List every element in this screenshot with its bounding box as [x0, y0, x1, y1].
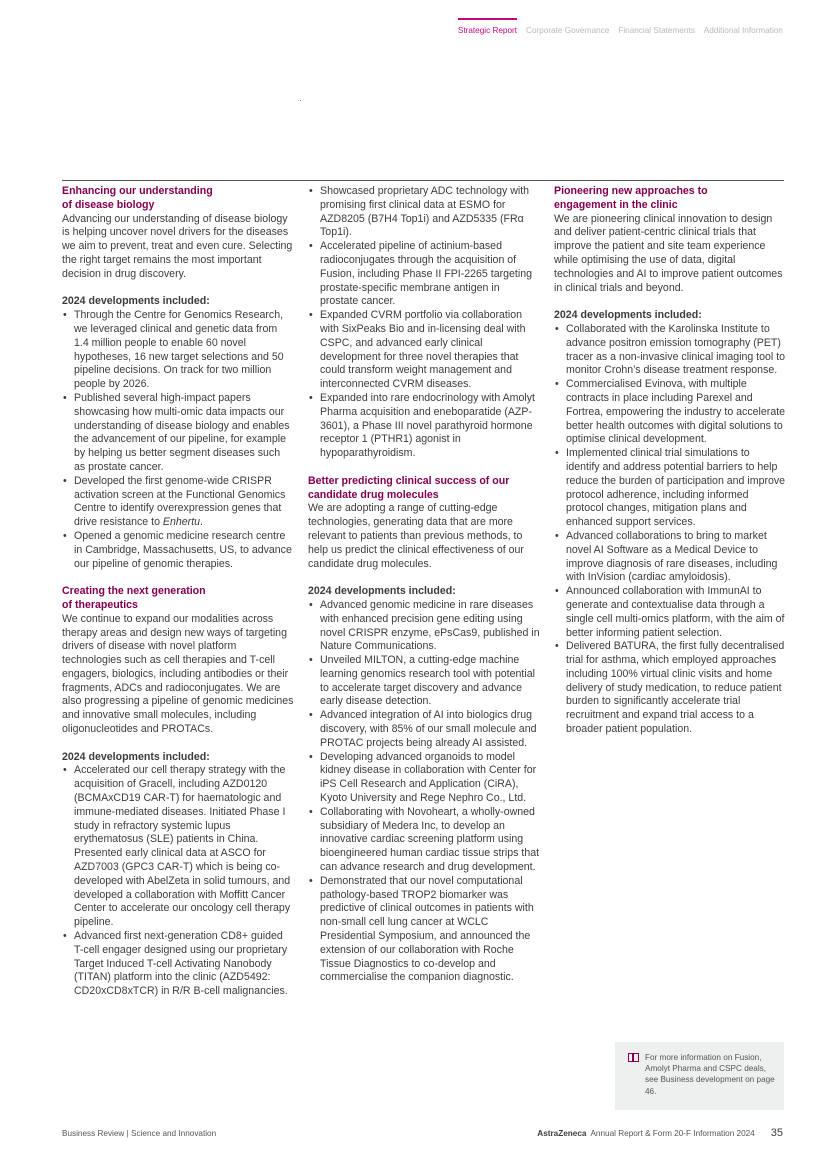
heading-predicting-success: Better predicting clinical success of our candidate drug molecules: [308, 474, 510, 501]
list-item: • Collaborating with Novoheart, a wholly-owned subsidiary of Medera Inc, to develop an innovative cardiac screening platform using bioengineered human cardiac tissue strips that can advance research and drug development.: [308, 806, 540, 875]
intro-next-generation: We continue to expand our modalities across therapy areas and design new ways of targeting drivers of disease with novel platform technologies such as cell therapies and T-cell engagers, biologics, including antibodies or their fragments, ADCs and radioconjugates. We are also progressing a pipeline of genomic medicines and innovative small molecules, including oligonucleotides and PROTACs.: [62, 612, 294, 736]
list-item: • Accelerated our cell therapy strategy with the acquisition of Gracell, including AZD0120 (BCMAxCD19 CAR-T) for haematologic and immune-mediated diseases. Initiated Phase I study in refractory systemic lupus erythematosus (SLE) patients in China. Presented early clinical data at ASCO for AZD7003 (GPC3 CAR-T) which is being co-developed with AbelZeta in solid tumours, and developed a collaboration with Moffitt Cancer Center to accelerate our oncology cell therapy pipeline.: [62, 764, 294, 930]
footer-breadcrumb: [62, 1129, 216, 1138]
list-item: • Announced collaboration with ImmunAI to generate and contextualise data through a single cell multi-omics platform, with the aim of better informing patient selection.: [554, 585, 786, 640]
bullet-list: [308, 185, 540, 461]
nav-financial-statements[interactable]: Financial Statements: [618, 26, 695, 35]
list-item: • Advanced collaborations to bring to market novel AI Software as a Medical Device to improve diagnosis of rare diseases, including with InVision (cardiac amyloidosis).: [554, 530, 786, 585]
page-number: 35: [770, 1127, 783, 1139]
developments-label: 2024 developments included:: [62, 295, 210, 308]
list-item: • Opened a genomic medicine research centre in Cambridge, Massachusetts, US, to advance our pipeline of genomic therapies.: [62, 530, 294, 571]
heading-disease-biology: Enhancing our understanding of disease biology: [62, 185, 213, 211]
more-info-link[interactable]: For more information on Fusion, Amolyt Pharma and CSPC deals, see Business development on page 46.: [645, 1053, 775, 1096]
stray-dot: [300, 100, 301, 101]
list-item: • Implemented clinical trial simulations to identify and address potential barriers to help reduce the burden of participation and improve protocol adherence, including informed protocol changes, mitigation plans and enhanced support services.: [554, 447, 786, 530]
footer-subsection[interactable]: Science and Innovation: [131, 1129, 217, 1138]
developments-label: 2024 developments included:: [554, 309, 702, 322]
nav-strategic-report[interactable]: Strategic Report: [458, 18, 517, 35]
column-3: [554, 185, 786, 737]
footer-divider: |: [126, 1129, 129, 1138]
list-item: • Published several high-impact papers showcasing how multi-omic data impacts our understanding of disease biology and enables the advancement of our pipeline, for example by helping us better segment diseases such as prostate cancer.: [62, 392, 294, 475]
list-item: • Expanded into rare endocrinology with Amolyt Pharma acquisition and eneboparatide (AZP-3601), a Phase III novel parathyroid hormone receptor 1 (PTHR1) agonist in hypoparathyroidism.: [308, 392, 540, 461]
footer-report: [537, 1127, 783, 1139]
footer-brand: AstraZeneca: [537, 1129, 587, 1138]
list-item: • Unveiled MILTON, a cutting-edge machine learning genomics research tool with potential to accelerate target discovery and advance early disease detection.: [308, 654, 540, 709]
bullet-list: [62, 309, 294, 571]
list-item: • Collaborated with the Karolinska Institute to advance positron emission tomography (PET) tracer as a non-invasive clinical imaging tool to monitor Crohn’s disease treatment response.: [554, 323, 786, 378]
developments-label: 2024 developments included:: [62, 750, 210, 763]
intro-predicting-success: We are adopting a range of cutting-edge technologies, generating data that are more relevant to patients than previous methods, to help us predict the clinical effectiveness of our candidate drug molecules.: [308, 502, 524, 570]
nav-corporate-governance[interactable]: Corporate Governance: [526, 26, 610, 35]
intro-pioneering-clinic: We are pioneering clinical innovation to design and deliver patient-centric clinical trials that improve the patient and site team experience while optimising the use of data, digital technologies and AI to improve patient outcomes in clinical trials and beyond.: [554, 212, 783, 294]
bullet-list: [308, 599, 540, 985]
heading-pioneering-clinic: Pioneering new approaches to engagement in the clinic: [554, 185, 708, 211]
list-item: • Developing advanced organoids to model kidney disease in collaboration with Center for iPS Cell Research and Application (CiRA), Kyoto University and Rege Nephro Co., Ltd.: [308, 751, 540, 806]
list-item: • Developed the first genome-wide CRISPR activation screen at the Functional Genomics Centre to identify overexpression genes that drive resistance to Enhertu.: [62, 475, 294, 530]
section-divider: [62, 180, 784, 181]
nav-additional-information[interactable]: Additional Information: [703, 26, 783, 35]
list-item: • Through the Centre for Genomics Research, we leveraged clinical and genetic data from 1.4 million people to enable 60 novel hypotheses, 16 new target selections and 50 pipeline decisions. On track for two million people by 2026.: [62, 309, 294, 392]
column-2: [308, 185, 540, 985]
list-item: • Advanced genomic medicine in rare diseases with enhanced precision gene editing using novel CRISPR enzyme, ePsCas9, published in Nature Communications.: [308, 599, 540, 654]
list-item: • Commercialised Evinova, with multiple contracts in place including Parexel and Fortrea, empowering the industry to accelerate better health outcomes with digital solutions to optimise clinical development.: [554, 378, 786, 447]
top-navigation: [458, 18, 783, 35]
more-info-box: [615, 1042, 784, 1110]
footer-report-title: Annual Report & Form 20-F Information 2024: [590, 1129, 755, 1138]
heading-next-generation: Creating the next generation of therapeutics: [62, 585, 206, 611]
column-1: [62, 185, 294, 999]
book-icon: [628, 1053, 639, 1062]
list-item: • Demonstrated that our novel computational pathology-based TROP2 biomarker was predictive of clinical outcomes in patients with non-small cell lung cancer at WCLC Presidential Symposium, and announced the extension of our collaboration with Roche Tissue Diagnostics to co-develop and commercialise the companion diagnostic.: [308, 875, 540, 985]
bullet-list: [554, 323, 786, 737]
list-item: • Expanded CVRM portfolio via collaboration with SixPeaks Bio and in-licensing deal with CSPC, and advanced early clinical development for three novel therapies that could transform weight management and interconnected CVRM diseases.: [308, 309, 540, 392]
list-item: • Advanced first next-generation CD8+ guided T-cell engager designed using our proprietary Target Induced T-cell Activating Nanobody (TITAN) platform into the clinic (AZD5492: CD20xCD8xTCR) in R/R B-cell malignancies.: [62, 930, 294, 999]
footer-section[interactable]: Business Review: [62, 1129, 125, 1138]
bullet-list: [62, 764, 294, 999]
list-item: • Delivered BATURA, the first fully decentralised trial for asthma, which employed approaches including 100% virtual clinic visits and home delivery of study medication, to reduce patient burden to significantly accelerate trial recruitment and expand trial access to a broader patient population.: [554, 640, 786, 737]
intro-disease-biology: Advancing our understanding of disease biology is helping uncover novel drivers for the diseases we aim to prevent, treat and even cure. Selecting the right target remains the most important decision in drug discovery.: [62, 212, 293, 280]
list-item: • Accelerated pipeline of actinium-based radioconjugates through the acquisition of Fusion, including Phase II FPI-2265 targeting prostate-specific membrane antigen in prostate cancer.: [308, 240, 540, 309]
list-item: • Showcased proprietary ADC technology with promising first clinical data at ESMO for AZD8205 (B7H4 Top1i) and AZD5335 (FRα Top1i).: [308, 185, 540, 240]
list-item: • Advanced integration of AI into biologics drug discovery, with 85% of our small molecule and PROTAC projects being already AI assisted.: [308, 709, 540, 750]
developments-label: 2024 developments included:: [308, 585, 456, 598]
